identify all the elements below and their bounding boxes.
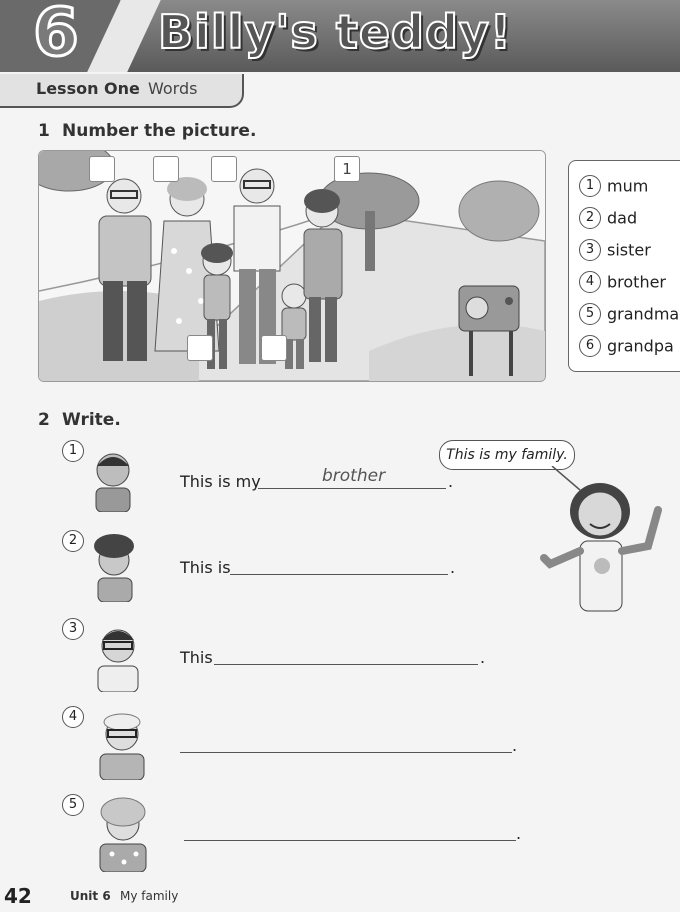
- section2-number: 2: [38, 410, 50, 430]
- section2-instruction: Write.: [62, 410, 121, 430]
- item-number: 4: [62, 706, 84, 728]
- page-footer: [0, 882, 680, 912]
- item-prefix: This: [180, 648, 213, 667]
- word-item: [579, 271, 666, 297]
- answer-line[interactable]: [258, 488, 446, 489]
- header-banner: [0, 0, 680, 72]
- word-number: 4: [579, 271, 601, 293]
- word-number: 2: [579, 207, 601, 229]
- girl-illustration: [540, 466, 680, 626]
- unit-name: My family: [120, 889, 179, 903]
- dad-portrait: [90, 616, 146, 692]
- word-number: 1: [579, 175, 601, 197]
- word-label: dad: [607, 208, 638, 228]
- word-number: 3: [579, 239, 601, 261]
- answer-line[interactable]: [180, 752, 512, 753]
- item-number: 1: [62, 440, 84, 462]
- number-box-grandma[interactable]: [153, 156, 179, 182]
- number-box-dad[interactable]: [211, 156, 237, 182]
- item-prefix: This is: [180, 558, 231, 577]
- word-label: mum: [607, 176, 649, 196]
- word-label: sister: [607, 240, 651, 260]
- unit-number: 6: [33, 0, 79, 71]
- number-box-grandpa[interactable]: [89, 156, 115, 182]
- item-number: 3: [62, 618, 84, 640]
- word-item: [579, 239, 651, 265]
- word-number: 6: [579, 335, 601, 357]
- lesson-tab: [0, 74, 244, 108]
- word-list-box: [568, 160, 680, 372]
- unit-title: Billy's teddy!: [158, 5, 512, 59]
- word-number: 5: [579, 303, 601, 325]
- item-period: .: [448, 472, 454, 491]
- number-box-brother[interactable]: [261, 335, 287, 361]
- item-prefix: This is my: [180, 472, 261, 491]
- item-period: .: [516, 824, 522, 843]
- word-label: grandma: [607, 304, 680, 324]
- lesson-topic: Words: [148, 79, 198, 98]
- word-item: [579, 207, 637, 233]
- item-number: 2: [62, 530, 84, 552]
- answer-line[interactable]: [184, 840, 516, 841]
- family-picture: [38, 150, 546, 382]
- item-period: .: [480, 648, 486, 667]
- answer-line[interactable]: [214, 664, 478, 665]
- family-scene-illustration: [39, 151, 545, 381]
- section1-number: 1: [38, 121, 50, 141]
- number-box-mum[interactable]: 1: [334, 156, 360, 182]
- speech-bubble: This is my family.: [439, 440, 575, 470]
- section1-instruction: Number the picture.: [62, 121, 257, 141]
- word-item: [579, 335, 674, 361]
- page-number: 42: [4, 884, 32, 908]
- item-period: .: [450, 558, 456, 577]
- answer-line[interactable]: [230, 574, 448, 575]
- sample-answer: brother: [322, 466, 386, 486]
- lesson-name: Lesson One: [36, 79, 140, 98]
- item-number: 5: [62, 794, 84, 816]
- grandma-portrait: [94, 792, 152, 872]
- unit-label: Unit 6: [70, 889, 111, 903]
- sister-portrait: [88, 530, 140, 602]
- grandpa-portrait: [94, 704, 150, 780]
- word-label: grandpa: [607, 336, 674, 356]
- number-box-sister[interactable]: [187, 335, 213, 361]
- word-item: [579, 303, 679, 329]
- item-period: .: [512, 736, 518, 755]
- word-item: [579, 175, 648, 201]
- word-label: brother: [607, 272, 667, 292]
- brother-portrait: [88, 446, 138, 512]
